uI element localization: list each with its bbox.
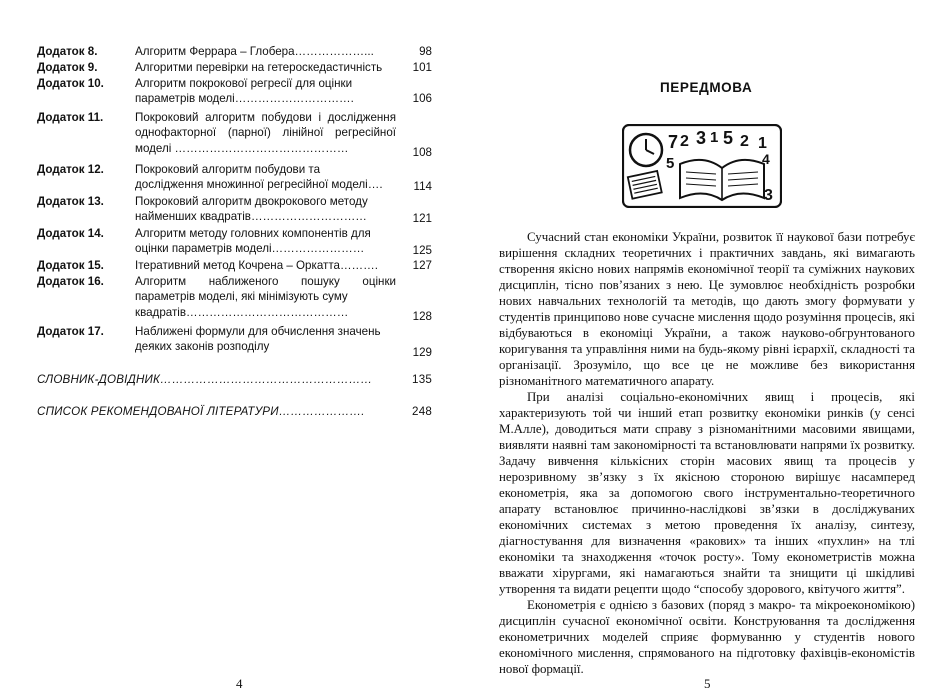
toc-entry-title: Алгоритми перевірки на гетероскедастичність — [135, 61, 383, 74]
emblem-digit: 2 — [740, 133, 749, 150]
toc-references-page: 248 — [412, 405, 432, 418]
toc-entry-key: Додаток 9. — [37, 61, 98, 74]
toc-entry[interactable] — [37, 274, 432, 324]
toc-entry-key: Додаток 15. — [37, 259, 104, 272]
toc-entry-page: 125 — [412, 243, 432, 257]
toc-entry-key: Додаток 16. — [37, 275, 104, 288]
emblem-digit: 5 — [723, 128, 734, 148]
emblem-digit: 5 — [666, 155, 675, 172]
toc-entry-page: 127 — [412, 259, 432, 272]
toc-entry[interactable] — [37, 76, 432, 110]
paragraph: Сучасний стан економіки України, розвиток її наукової бази потребує вирішення складних теоретичних і практичних завдань, які вимагають створення якісно нових напрямів економічної теорії та суміжних наукових дисциплін, тісно пов’язаних з нею. Це зумовлює необхідність розробки нових навчальних технологій та методів, що дають змогу формувати у студентів принципово нове сучасне мислення щодо розуміння процесів, які відбуваються в економіці України, а також науково-обгрунтованого коригування та управління ними на будь-якому рівні ієрархії, складності та організації. Зрозуміло, що все це не можливе без використання різноманітного математичного апарату. — [499, 230, 915, 388]
toc-references[interactable] — [37, 404, 432, 419]
table-of-contents — [37, 44, 432, 419]
toc-entry-title: Алгоритм методу головних компонентів для оцінки параметрів моделі…………………… — [135, 227, 371, 256]
toc-entry[interactable] — [37, 162, 432, 194]
toc-entry[interactable] — [37, 194, 432, 226]
emblem-digit: 1 — [710, 129, 719, 146]
paragraph: Економетрія є однією з базових (поряд з макро- та мікроекономікою) дисциплін сучасної економічної освіти. Конструювання та дослідження економетричних моделей сприяє формуванню у студентів нового економічного мислення, спрямованого на підготовку фахівців-економістів нової формації. — [499, 598, 915, 676]
toc-entry-page: 108 — [412, 145, 432, 159]
emblem-image — [622, 124, 782, 208]
toc-glossary-page: 135 — [412, 373, 432, 386]
toc-entry-title: Наближені формули для обчислення значень деяких законів розподілу — [135, 325, 381, 354]
toc-entry-title: Алгоритм покрокової регресії для оцінки параметрів моделі…………………………. — [135, 77, 354, 106]
toc-entry-title: Алгоритм наближеного пошуку оцінки параметрів моделі, які мінімізують суму квадратів…………………………………… — [135, 275, 396, 319]
emblem-digit: 3 — [696, 128, 707, 148]
toc-entry[interactable] — [37, 258, 432, 274]
right-page-number: 5 — [704, 676, 711, 691]
toc-entry-key: Додаток 13. — [37, 195, 104, 208]
toc-entry[interactable] — [37, 44, 432, 60]
emblem-digit: 1 — [758, 135, 767, 152]
toc-entry-title: Покроковий алгоритм побудови та дослідження множинної регресійної моделі…. — [135, 163, 383, 192]
toc-entry-key: Додаток 12. — [37, 163, 104, 176]
emblem-digit: 4 — [762, 151, 770, 167]
toc-entry-title: Ітеративний метод Кочрена – Оркатта………. — [135, 259, 378, 272]
toc-entry[interactable] — [37, 110, 432, 162]
toc-glossary[interactable] — [37, 372, 432, 404]
section-heading: ПЕРЕДМОВА — [660, 80, 753, 95]
toc-entry-title: Алгоритм Феррара – Глобера………………... — [135, 45, 374, 58]
emblem-digit: 7 — [668, 132, 679, 152]
toc-entry-key: Додаток 8. — [37, 45, 98, 58]
toc-entry-key: Додаток 10. — [37, 77, 104, 90]
emblem-illustration-icon — [622, 124, 782, 208]
toc-entry-page: 129 — [412, 345, 432, 359]
right-page — [472, 0, 944, 700]
emblem-digit: 3 — [764, 187, 773, 204]
toc-glossary-title: СЛОВНИК-ДОВІДНИК……………………………………………… — [37, 373, 373, 386]
paragraph: При аналізі соціально-економічних явищ і процесів, які характеризують той чи інший етап розвитку економіки ринків (у сенсі М.Алле), доводиться мати справу з різноманітними масовими явищами, виявляти наявні там закономірності та встановлювати напрями їх розвитку. Задачу вивчення кількісних сторін масових явищ та процесів у нерозривному зв’язку з їх якісною стороною вирішує насамперед економетрія, яка за допомогою свого інструментально-теоретичного апарату встановлює причинно-наслідкові зв’язки в досліджуваних економічних системах з метою проведення їх аналізу, синтезу, діагностування для визначення «ракових» та інших «пухлин» на тлі економіки та знаходження «точок росту». Тому економетристів можна вважати хірургами, які намагаються знайти та знищити ці шкідливі утворення та видати рецепти щодо “способу здорового, квітучого життя”. — [499, 390, 915, 596]
toc-entry-key: Додаток 11. — [37, 111, 104, 124]
emblem-digit: 2 — [680, 133, 689, 150]
toc-entry-title: Покроковий алгоритм побудови і дослідження однофакторної (парної) лінійної регресійної моделі ……………………………………… — [135, 111, 396, 155]
toc-entry-page: 114 — [413, 179, 432, 193]
preface-text — [499, 229, 915, 677]
toc-entry[interactable] — [37, 60, 432, 76]
left-page-number: 4 — [236, 676, 243, 691]
toc-entry-page: 101 — [412, 61, 432, 74]
toc-entry-page: 98 — [419, 45, 432, 58]
toc-entry-key: Додаток 17. — [37, 325, 104, 338]
toc-entry-page: 128 — [412, 309, 432, 323]
toc-entry[interactable] — [37, 226, 432, 258]
toc-entry-title: Покроковий алгоритм двокрокового методу найменших квадратів………………………… — [135, 195, 368, 224]
toc-entry-page: 106 — [412, 91, 432, 105]
toc-entry[interactable] — [37, 324, 432, 364]
toc-references-title: СПИСОК РЕКОМЕНДОВАНОЇ ЛІТЕРАТУРИ…………………. — [37, 405, 365, 418]
toc-entry-page: 121 — [412, 211, 432, 225]
toc-entry-key: Додаток 14. — [37, 227, 104, 240]
